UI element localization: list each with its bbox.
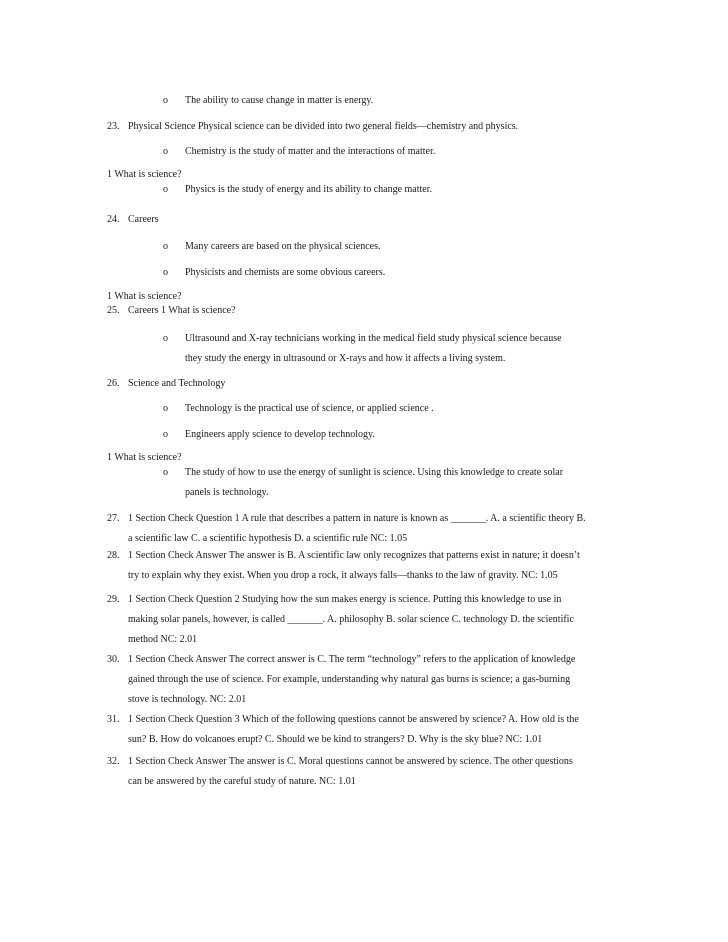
bullet-text: Many careers are based on the physical sciences. [185,241,381,252]
bullet-text: Physicists and chemists are some obvious careers. [185,267,386,278]
bullet-text: Chemistry is the study of matter and the interactions of matter. [185,146,436,157]
bullet-text: The study of how to use the energy of sunlight is science. Using this knowledge to create solar [185,467,564,478]
item-number: 31. [107,714,120,725]
item-text-continued: method NC: 2.01 [128,634,198,645]
item-text-continued: gained through the use of science. For example, understanding why natural gas burns is science; a gas-burning [128,674,571,685]
item-text: Science and Technology [128,378,226,389]
bullet-marker: o [163,403,168,414]
item-text-continued: a scientific law C. a scientific hypothesis D. a scientific rule NC: 1.05 [128,533,408,544]
bullet-text: Technology is the practical use of science, or applied science . [185,403,434,414]
item-text-continued: sun? B. How do volcanoes erupt? C. Should we be kind to strangers? D. Why is the sky blue? NC: 1.01 [128,734,543,745]
item-number: 30. [107,654,120,665]
section-heading: 1 What is science? [107,291,182,302]
item-text: 1 Section Check Question 1 A rule that describes a pattern in nature is known as _______. A. a scientific theory B. [128,513,586,524]
section-heading: 1 What is science? [107,452,182,463]
item-text: 1 Section Check Question 3 Which of the following questions cannot be answered by science? A. How old is the [128,714,579,725]
item-number: 27. [107,513,120,524]
item-text: 1 Section Check Answer The answer is B. A scientific law only recognizes that patterns exist in nature; it doesn’t [128,550,580,561]
item-text: 1 Section Check Answer The correct answer is C. The term “technology” refers to the application of knowledge [128,654,576,665]
item-number: 32. [107,756,120,767]
item-text: Physical Science Physical science can be divided into two general fields—chemistry and physics. [128,121,519,132]
item-text-continued: making solar panels, however, is called _______. A. philosophy B. solar science C. technology D. the scientific [128,614,574,625]
bullet-marker: o [163,146,168,157]
bullet-text-continued: panels is technology. [185,487,269,498]
item-text: 1 Section Check Question 2 Studying how the sun makes energy is science. Putting this knowledge to use in [128,594,562,605]
item-text-continued: stove is technology. NC: 2.01 [128,694,247,705]
bullet-text: Engineers apply science to develop technology. [185,429,375,440]
bullet-text: Ultrasound and X-ray technicians working in the medical field study physical science because [185,333,562,344]
section-heading: 1 What is science? [107,169,182,180]
item-number: 26. [107,378,120,389]
item-text-continued: try to explain why they exist. When you drop a rock, it always falls—thanks to the law of gravity. NC: 1.05 [128,570,558,581]
bullet-marker: o [163,241,168,252]
item-text: Careers [128,214,159,225]
item-text-continued: can be answered by the careful study of nature. NC: 1.01 [128,776,356,787]
bullet-marker: o [163,184,168,195]
item-text: 1 Section Check Answer The answer is C. Moral questions cannot be answered by science. The other questions [128,756,573,767]
bullet-marker: o [163,429,168,440]
bullet-marker: o [163,267,168,278]
bullet-marker: o [163,95,168,106]
bullet-text: Physics is the study of energy and its ability to change matter. [185,184,432,195]
bullet-text: The ability to cause change in matter is energy. [185,95,374,106]
item-number: 29. [107,594,120,605]
bullet-marker: o [163,333,168,344]
item-number: 23. [107,121,120,132]
item-text: Careers 1 What is science? [128,305,236,316]
item-number: 25. [107,305,120,316]
item-number: 24. [107,214,120,225]
item-number: 28. [107,550,120,561]
bullet-marker: o [163,467,168,478]
bullet-text-continued: they study the energy in ultrasound or X-rays and how it affects a living system. [185,353,506,364]
